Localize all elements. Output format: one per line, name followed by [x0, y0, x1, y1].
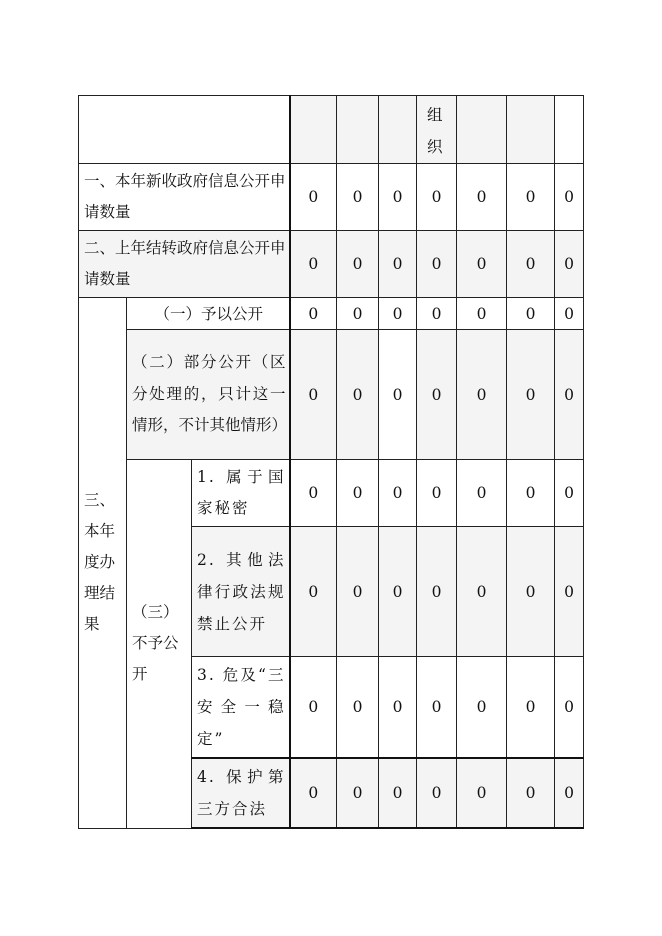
header-col-2	[337, 96, 379, 164]
value-cell: 0	[417, 330, 457, 460]
value-cell: 0	[290, 231, 337, 298]
gov-info-table	[78, 95, 584, 829]
value-cell: 0	[417, 758, 457, 828]
value-cell: 0	[379, 758, 417, 828]
value-cell: 0	[417, 460, 457, 527]
value-cell: 0	[457, 231, 507, 298]
value-cell: 0	[555, 657, 584, 759]
value-cell: 0	[290, 330, 337, 460]
value-cell: 0	[337, 330, 379, 460]
value-cell: 0	[457, 758, 507, 828]
value-cell: 0	[507, 330, 555, 460]
row-label-carried-over: 二、上年结转政府信息公开申请数量	[79, 231, 290, 298]
value-cell: 0	[555, 164, 584, 231]
value-cell: 0	[417, 298, 457, 330]
value-cell: 0	[379, 231, 417, 298]
row-label-not-disclosed: （三）不予公开	[127, 460, 192, 829]
value-cell: 0	[290, 298, 337, 330]
value-cell: 0	[337, 231, 379, 298]
value-cell: 0	[457, 298, 507, 330]
value-cell: 0	[555, 527, 584, 657]
value-cell: 0	[555, 298, 584, 330]
document-page	[78, 95, 583, 829]
value-cell: 0	[507, 758, 555, 828]
row-label-other-laws: 2. 其他法律行政法规禁止公开	[192, 527, 290, 657]
value-cell: 0	[337, 657, 379, 759]
value-cell: 0	[379, 330, 417, 460]
value-cell: 0	[379, 657, 417, 759]
value-cell: 0	[290, 164, 337, 231]
value-cell: 0	[555, 460, 584, 527]
row-label-partial: （二）部分公开（区分处理的，只计这一情形，不计其他情形）	[127, 330, 290, 460]
value-cell: 0	[457, 164, 507, 231]
value-cell: 0	[337, 298, 379, 330]
value-cell: 0	[337, 527, 379, 657]
value-cell: 0	[507, 657, 555, 759]
value-cell: 0	[457, 657, 507, 759]
header-col-1	[290, 96, 337, 164]
row-label-state-secret: 1. 属于国家秘密	[192, 460, 290, 527]
value-cell: 0	[417, 164, 457, 231]
value-cell: 0	[290, 657, 337, 759]
table-row	[79, 298, 584, 330]
header-col-5	[457, 96, 507, 164]
value-cell: 0	[417, 527, 457, 657]
header-row	[79, 96, 584, 164]
value-cell: 0	[457, 330, 507, 460]
value-cell: 0	[457, 527, 507, 657]
value-cell: 0	[337, 758, 379, 828]
row-label-new-requests: 一、本年新收政府信息公开申请数量	[79, 164, 290, 231]
value-cell: 0	[417, 657, 457, 759]
value-cell: 0	[507, 460, 555, 527]
value-cell: 0	[290, 527, 337, 657]
header-col-4-text: 组 织	[427, 106, 443, 156]
value-cell: 0	[507, 231, 555, 298]
header-col-4	[417, 96, 457, 164]
table-row	[79, 460, 584, 527]
value-cell: 0	[290, 758, 337, 828]
value-cell: 0	[555, 231, 584, 298]
value-cell: 0	[507, 527, 555, 657]
value-cell: 0	[290, 460, 337, 527]
value-cell: 0	[337, 460, 379, 527]
header-blank-cell	[79, 96, 290, 164]
value-cell: 0	[337, 164, 379, 231]
header-col-7	[555, 96, 584, 164]
value-cell: 0	[507, 164, 555, 231]
table-row	[79, 330, 584, 460]
value-cell: 0	[379, 298, 417, 330]
header-col-6	[507, 96, 555, 164]
row-label-disclosed: （一）予以公开	[127, 298, 290, 330]
value-cell: 0	[457, 460, 507, 527]
header-col-3	[379, 96, 417, 164]
table-row	[79, 164, 584, 231]
row-label-three-securities: 3. 危及“三安全一稳定”	[192, 657, 290, 759]
table-row	[79, 231, 584, 298]
value-cell: 0	[379, 527, 417, 657]
value-cell: 0	[555, 330, 584, 460]
value-cell: 0	[379, 164, 417, 231]
value-cell: 0	[507, 298, 555, 330]
value-cell: 0	[379, 460, 417, 527]
value-cell: 0	[555, 758, 584, 828]
row-label-results: 三、本年度办理结果	[79, 298, 127, 829]
value-cell: 0	[417, 231, 457, 298]
row-label-third-party: 4. 保护第三方合法	[192, 758, 290, 828]
